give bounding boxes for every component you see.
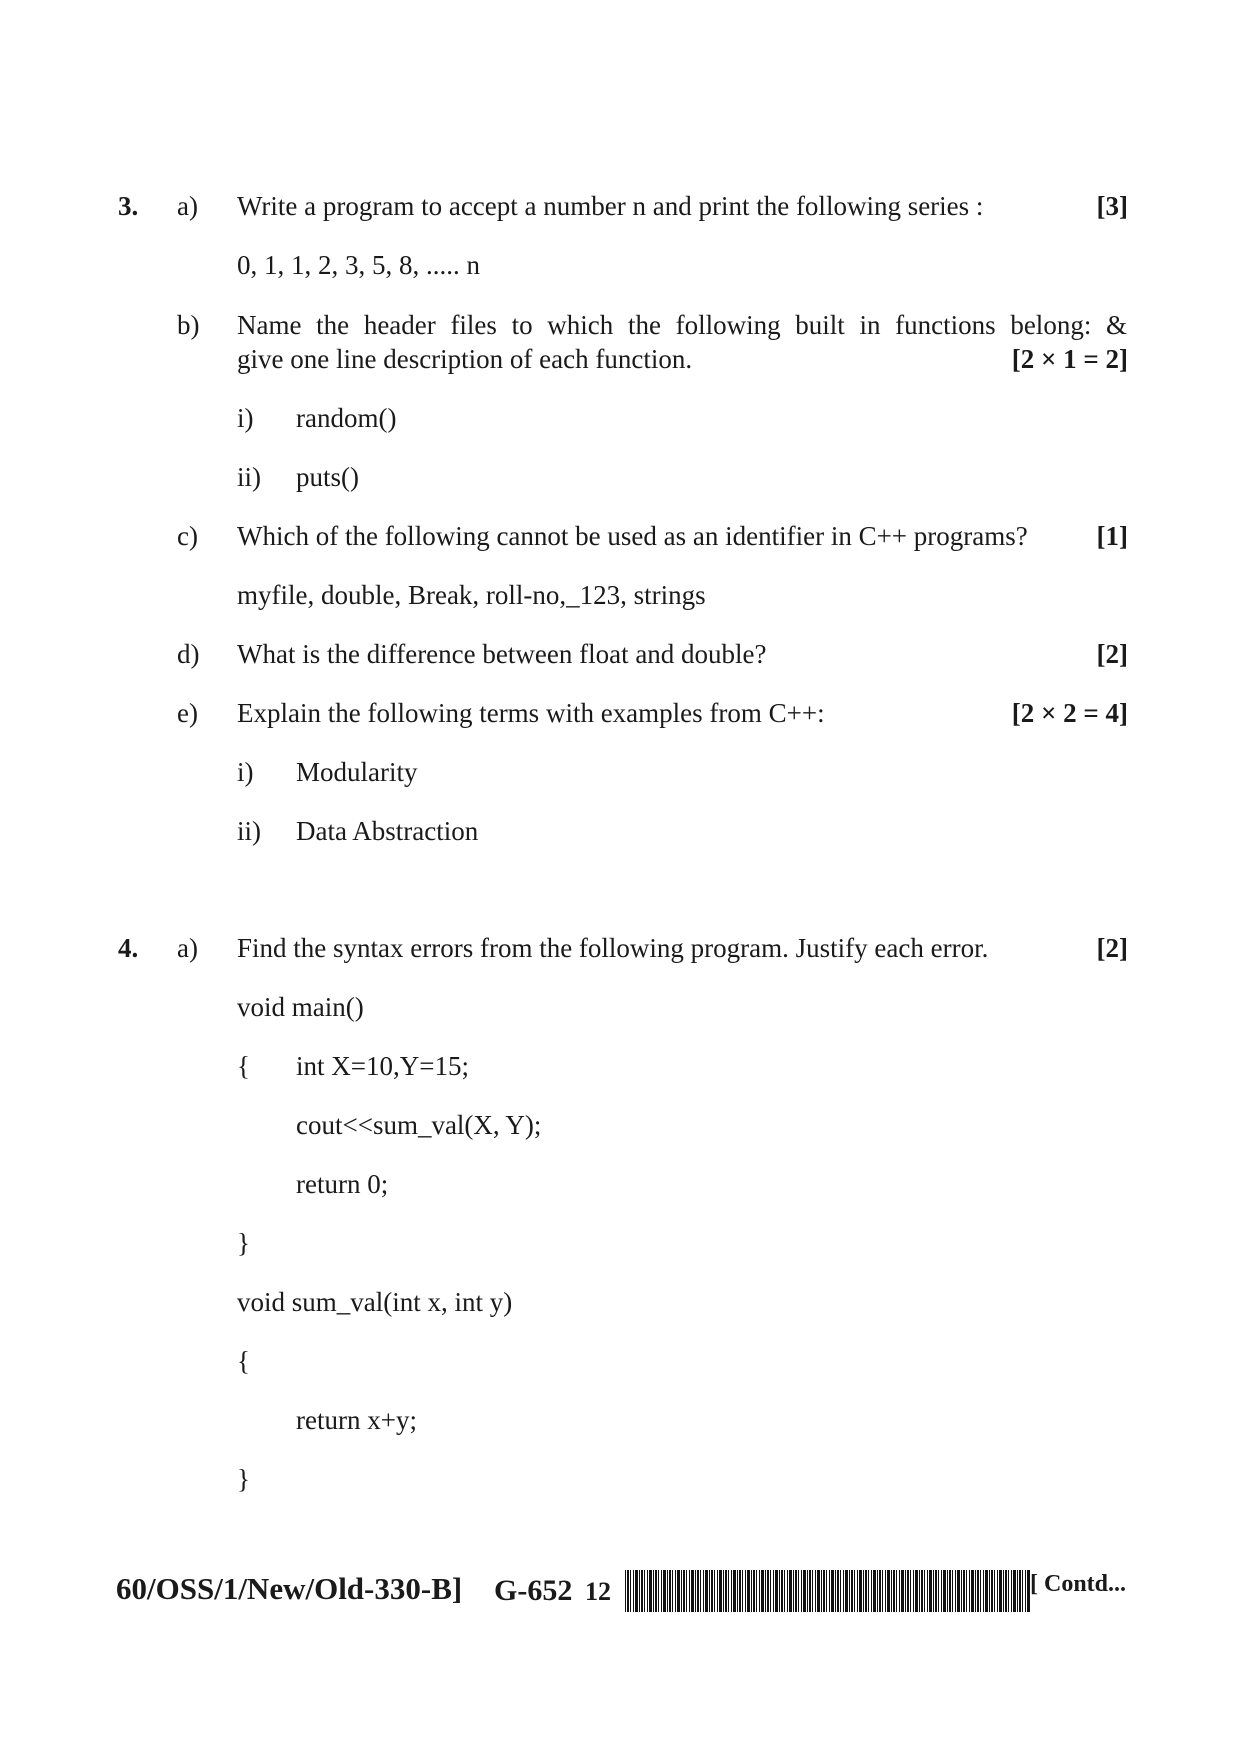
code-line: { [237,1051,250,1081]
q3e-item-2-label: ii) [237,816,261,846]
code-line: void main() [237,992,364,1022]
q3a-marks: [3] [1096,191,1128,221]
q3c-marks: [1] [1096,521,1128,551]
q3c-label: c) [177,521,198,551]
code-line: return 0; [296,1169,389,1199]
code-line: return x+y; [296,1405,417,1435]
q4a-marks: [2] [1096,933,1128,963]
code-line: int X=10,Y=15; [296,1051,469,1081]
q3b-item-2-text: puts() [296,462,359,492]
q3e-item-1-label: i) [237,757,254,787]
code-line: { [237,1346,250,1376]
code-line: cout<<sum_val(X, Y); [296,1110,542,1140]
code-line: } [237,1228,250,1258]
q3b-text-line2: give one line description of each function. [237,344,693,374]
q3b-item-1-label: i) [237,403,254,433]
q4a-label: a) [177,933,198,963]
q3b-marks: [2 × 1 = 2] [1011,344,1128,374]
question-4-number: 4. [118,933,139,963]
code-line: void sum_val(int x, int y) [237,1287,513,1317]
q3e-marks: [2 × 2 = 4] [1011,698,1128,728]
code-line: } [237,1464,250,1494]
q3e-item-2-text: Data Abstraction [296,816,479,846]
q3d-label: d) [177,639,200,669]
q3e-text: Explain the following terms with examples from C++: [237,698,825,728]
q3a-label: a) [177,191,198,221]
footer-page-number: 12 [585,1577,611,1606]
footer-series: G-652 [494,1574,573,1607]
q3c-options: myfile, double, Break, roll-no,_123, strings [237,580,706,610]
barcode [625,1570,1030,1612]
q3b-label: b) [177,310,200,340]
q3d-marks: [2] [1096,639,1128,669]
q3a-series: 0, 1, 1, 2, 3, 5, 8, ..... n [237,250,480,280]
q3e-item-1-text: Modularity [296,757,418,787]
footer-paper-code: 60/OSS/1/New/Old-330-B] [116,1571,463,1606]
footer-contd: [ Contd... [1030,1571,1127,1597]
q4a-text: Find the syntax errors from the following program. Justify each error. [237,933,989,963]
q3b-item-2-label: ii) [237,462,261,492]
question-3-number: 3. [118,191,139,221]
q3c-text: Which of the following cannot be used as an identifier in C++ programs? [237,521,1028,551]
q3a-text: Write a program to accept a number n and print the following series : [237,191,984,221]
q3b-item-1-text: random() [296,403,397,433]
q3e-label: e) [177,698,198,728]
q3d-text: What is the difference between float and double? [237,639,767,669]
q3b-text-line1: Name the header files to which the following built in functions belong: & [237,310,1127,340]
